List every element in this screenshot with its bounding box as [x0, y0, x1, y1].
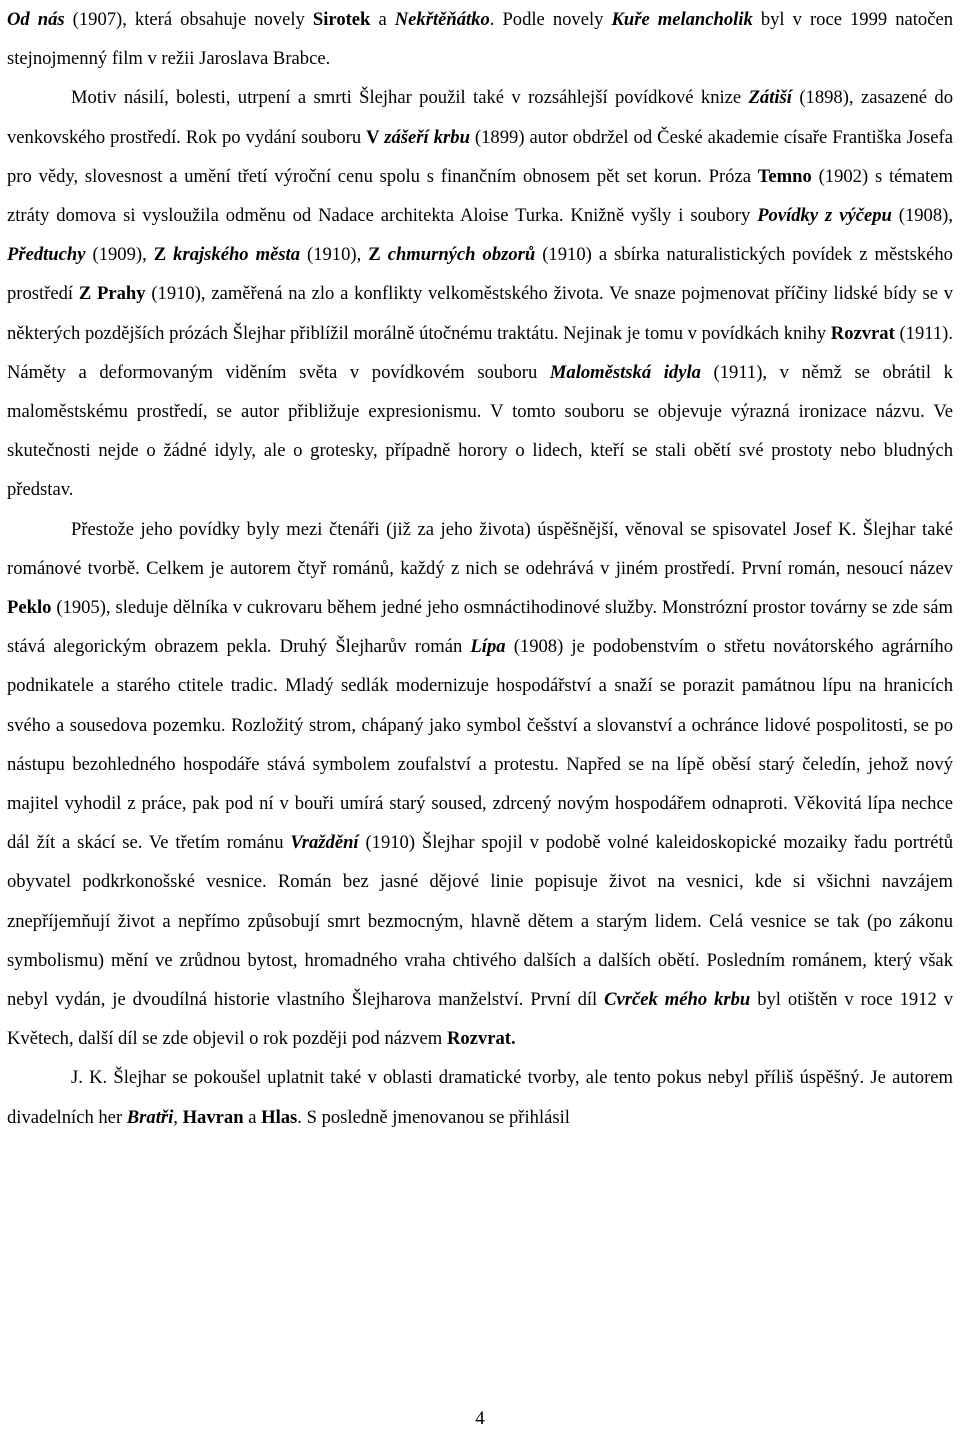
work-title: Peklo: [7, 597, 52, 619]
text-run: (1910), zaměřená na zlo a konflikty velkoměstského života. Ve snaze pojmenovat příčiny lidské bídy se v některých pozdějších prózách Šlejhar přiblížil morálně útočnému traktátu. Nejinak je tomu v povídkách knihy: [7, 283, 953, 344]
paragraph: [7, 1058, 953, 1136]
work-title: Zátiší: [748, 87, 792, 109]
work-title: chmurných obzorů: [387, 244, 536, 266]
text-run: . Podle novely: [489, 9, 612, 30]
text-run: (1911), v němž se obrátil k maloměstskému prostředí, se autor přibližuje expresionismu. V tomto souboru se objevuje výrazná ironizace názvu. Ve skutečnosti nejde o žádné idyly, ale o grotesky, případně horory o lidech, kteří se stali obětí své prostoty nebo bludných představ.: [7, 361, 953, 501]
page-number: 4: [475, 1408, 485, 1429]
work-title: Cvrček mého krbu: [604, 989, 751, 1011]
text-run: ,: [173, 1106, 183, 1128]
text-run: a: [370, 9, 395, 30]
text-run: (1911). Náměty a deformovaným viděním světa v povídkovém souboru: [7, 322, 953, 383]
work-title: Maloměstská idyla: [549, 361, 701, 383]
text-run: (1905), sleduje dělníka v cukrovaru během jedné jeho osmnáctihodinové služby. Monstrózní prostor továrny se zde sám stává alegorickým obrazem pekla. Druhý Šlejharův román: [7, 597, 953, 658]
text-run: (1907), která obsahuje novely: [64, 9, 313, 30]
work-title: V: [366, 126, 385, 148]
work-title: Předtuchy: [7, 244, 86, 266]
paragraph: [7, 0, 953, 78]
text-run: . S posledně jmenovanou se přihlásil: [297, 1106, 570, 1128]
work-title: Hlas: [261, 1106, 298, 1128]
text-body: [7, 0, 953, 1137]
text-run: byl v roce 1999 natočen stejnojmenný film v režii Jaroslava Brabce.: [7, 9, 954, 70]
work-title: Vraždění: [290, 832, 359, 854]
work-title: Z Prahy: [78, 283, 146, 305]
text-run: Motiv násilí, bolesti, utrpení a smrti Šlejhar použil také v rozsáhlejší povídkové knize: [71, 87, 749, 109]
document-page: [7, 0, 953, 1137]
work-title: zášeří krbu: [384, 126, 470, 148]
work-title: Povídky z výčepu: [757, 205, 892, 227]
work-title: Z: [368, 244, 388, 266]
text-run: J. K. Šlejhar se pokoušel uplatnit také v oblasti dramatické tvorby, ale tento pokus nebyl příliš úspěšný. Je autorem divadelních her: [7, 1067, 953, 1128]
text-run: byl otištěn v roce 1912 v Květech, další díl se zde objevil o rok později pod názvem: [7, 989, 954, 1050]
text-run: (1910) Šlejhar spojil v podobě volné kaleidoskopické mozaiky řadu portrétů obyvatel podkrkonošské vesnice. Román bez jasné dějové linie popisuje život na vesnici, kde si všichni navzájem znepříjemňují život a nepřímo způsobují smrt bezmocným, hlavně dětem a starým lidem. Celá vesnice se tak (po zákonu symbolismu) mění ve zrůdnou bytost, hromadného vraha chtivého dalších a dalších obětí. Posledním románem, který však nebyl vydán, je dvoudílná historie vlastního Šlejharova manželství. První díl: [7, 832, 953, 1011]
text-run: (1899) autor obdržel od České akademie císaře Františka Josefa pro vědy, slovesnost a umění třetí výroční cenu spolu s finančním obnosem pět set korun. Próza: [7, 126, 953, 187]
work-title: krajského města: [173, 244, 301, 266]
text-run: (1910) a sbírka naturalistických povídek z městského prostředí: [7, 244, 953, 305]
text-run: (1902) s tématem ztráty domova si vysloužila odměnu od Nadace architekta Aloise Turka. Knižně vyšly i soubory: [7, 165, 953, 227]
text-run: Přestože jeho povídky byly mezi čtenáři (již za jeho života) úspěšnější, věnoval se spisovatel Josef K. Šlejhar také románové tvorbě. Celkem je autorem čtyř románů, každý z nich se odehrává v jiném prostředí. První román, nesoucí název: [7, 518, 953, 579]
work-title: Lípa: [470, 636, 506, 658]
work-title: Od nás: [7, 9, 65, 30]
work-title: Temno: [757, 165, 812, 187]
work-title: Nekřtěňátko: [394, 9, 490, 30]
work-title: Bratři: [126, 1106, 174, 1128]
paragraph: [7, 78, 953, 509]
text-run: (1898), zasazené do venkovského prostředí. Rok po vydání souboru: [7, 87, 953, 148]
work-title: Rozvrat: [830, 322, 895, 344]
text-run: (1908) je podobenstvím o střetu novátorského agrárního podnikatele a starého ctitele tradic. Mladý sedlák modernizuje hospodářství a snaží se porazit památnou lípu na hranicích svého a sousedova pozemku. Rozložitý strom, chápaný jako symbol češství a slovanství a ochránce lidové pospolitosti, se po nástupu bezohledného hospodáře stává symbolem zoufalství a protestu. Napřed se na lípě oběsí starý čeledín, jehož nový majitel vyhodil z práce, pak pod ní v bouři umírá starý soused, zdrcený novým hospodářem odnaproti. Věkovitá lípa nechce dál žít a skácí se. Ve třetím románu: [7, 636, 954, 854]
work-title: Rozvrat.: [446, 1028, 516, 1050]
work-title: Z: [153, 244, 174, 266]
work-title: Havran: [182, 1106, 244, 1128]
text-run: (1909),: [85, 244, 154, 266]
paragraph: [7, 510, 953, 1059]
work-title: Kuře melancholik: [611, 9, 753, 30]
text-run: (1910),: [300, 244, 369, 266]
text-run: a: [243, 1106, 262, 1128]
text-run: (1908),: [891, 205, 953, 227]
work-title: Sirotek: [312, 9, 371, 30]
